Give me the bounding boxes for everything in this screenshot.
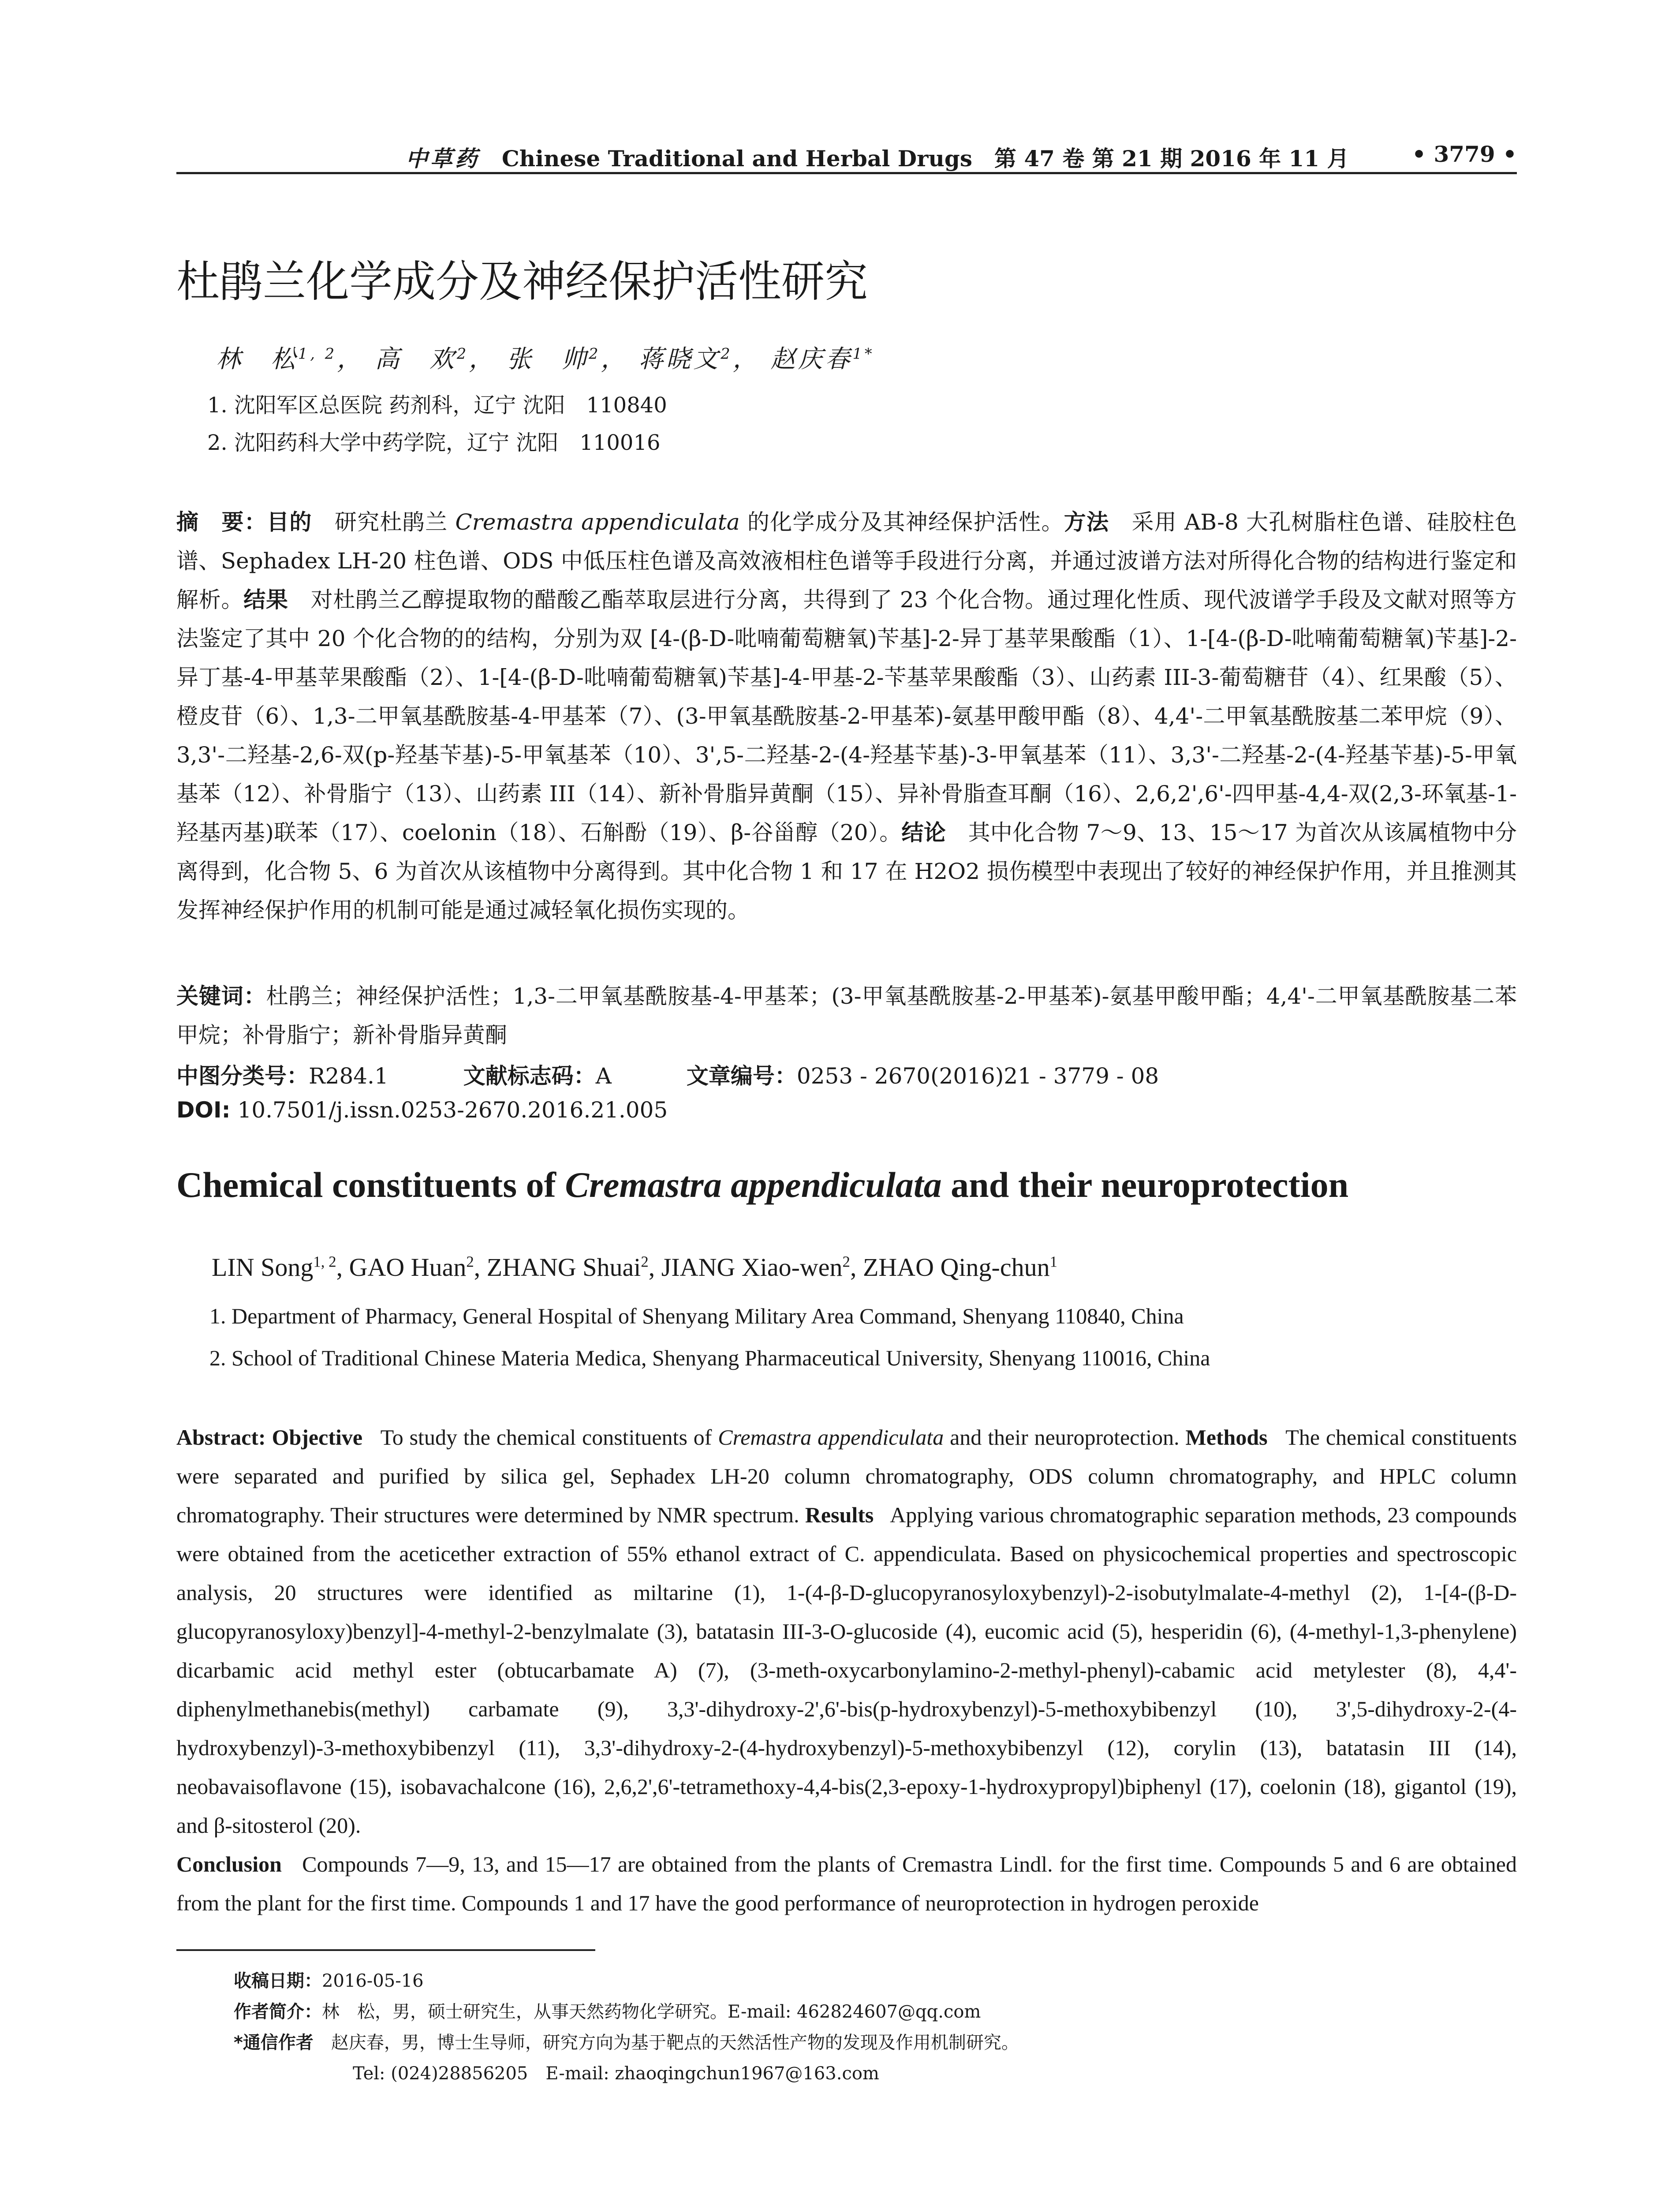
running-header <box>176 132 1517 174</box>
results-cn-text: 对杜鹃兰乙醇提取物的醋酸乙酯萃取层进行分离，共得到了 23 个化合物。通过理化性质、现代波谱学手段及文献对照等方法鉴定了其中 20 个化合物的的结构，分别为双 [4-(β-D-吡喃葡萄糖氧)苄基]-2-异丁基苹果酸酯（1）、1-[4-(β-D-吡喃葡萄糖氧)苄基]-2-异丁基-4-甲基苹果酸酯（2）、1-[4-(β-D-吡喃葡萄糖氧)苄基]-4-甲基-2-苄基苹果酸酯（3）、山药素 III-3-葡萄糖苷（4）、红果酸（5）、橙皮苷（6）、1,3-二甲氧基酰胺基-4-甲基苯（7）、(3-甲氧基酰胺基-2-甲基苯)-氨基甲酸甲酯（8）、4,4'-二甲氧基酰胺基二苯甲烷（9）、3,3'-二羟基-2,6-双(p-羟基苄基)-5-甲氧基苯（10）、3',5-二羟基-2-(4-羟基苄基)-3-甲氧基苯（11）、3,3'-二羟基-2-(4-羟基苄基)-5-甲氧基苯（12）、补骨脂宁（13）、山药素 III（14）、新补骨脂异黄酮（15）、异补骨脂查耳酮（16）、2,6,2',6'-四甲基-4,4-双(2,3-环氧基-1-羟基丙基)联苯（17）、coelonin（18）、石斛酚（19）、β-谷甾醇（20）。 <box>176 587 1517 845</box>
author-cn: 高 欢 <box>374 345 457 374</box>
objective-cn-text-b: 的化学成分及其神经保护活性。 <box>739 509 1064 535</box>
objective-en-text-b: and their neuroprotection. <box>944 1425 1180 1450</box>
doccode-label: 文献标志码： <box>463 1063 596 1089</box>
author-en-sup: 1, 2 <box>313 1253 336 1271</box>
keywords-cn-text: 杜鹃兰；神经保护活性；1,3-二甲氧基酰胺基-4-甲基苯；(3-甲氧基酰胺基-2-甲基苯)-氨基甲酸甲酯；4,4'-二甲氧基酰胺基二苯甲烷；补骨脂宁；新补骨脂异黄酮 <box>176 983 1517 1048</box>
footnote-author <box>234 1998 981 2023</box>
doccode-value: A <box>595 1063 612 1089</box>
abstract-cn-label: 摘 要： <box>176 509 267 535</box>
author-bio-value: 林 松，男，硕士研究生，从事天然药物化学研究。E-mail: 462824607@qq.com <box>322 2002 981 2022</box>
received-value: 2016-05-16 <box>322 1971 424 1991</box>
author-en: JIANG Xiao-wen <box>661 1253 843 1282</box>
affiliation-en-1: 1. Department of Pharmacy, General Hospital of Shenyang Military Area Command, Shenyang 110840, China <box>209 1304 1184 1328</box>
author-cn-sup: 1, 2 <box>298 345 337 363</box>
objective-en-text-a: To study the chemical constituents of <box>380 1425 718 1450</box>
footnote-received <box>234 1967 424 1992</box>
abstract-en-label: Abstract: <box>176 1425 266 1450</box>
keywords-cn <box>176 977 1517 1054</box>
article-number-value: 0253 - 2670(2016)21 - 3779 - 08 <box>796 1063 1159 1089</box>
results-cn-label: 结果 <box>243 587 288 613</box>
objective-cn-species: Cremastra appendiculata <box>455 509 740 535</box>
affiliation-en-2: 2. School of Traditional Chinese Materia Medica, Shenyang Pharmaceutical University, Shenyang 110016, China <box>209 1345 1210 1370</box>
doi-label: DOI: <box>176 1097 231 1123</box>
author-en: ZHAO Qing-chun <box>862 1253 1050 1282</box>
footnote-corresponding <box>234 2029 1019 2054</box>
author-cn-sup: 2 <box>456 345 469 363</box>
title-en <box>176 1164 1348 1206</box>
conclusion-cn-label: 结论 <box>901 820 946 845</box>
affiliation-cn-1: 1. 沈阳军区总医院 药剂科，辽宁 沈阳 110840 <box>207 393 667 418</box>
classification-line <box>176 1058 1159 1090</box>
title-cn: 杜鹃兰化学成分及神经保护活性研究 <box>176 257 868 307</box>
page-number: • 3779 • <box>1412 141 1517 167</box>
conclusion-en-label: Conclusion <box>176 1852 282 1876</box>
objective-cn-text-a: 研究杜鹃兰 <box>334 509 455 535</box>
author-en-sup: 2 <box>842 1253 850 1271</box>
author-cn: 林 松 <box>216 345 298 374</box>
title-en-a: Chemical constituents of <box>176 1165 565 1205</box>
author-cn: 张 帅 <box>507 345 589 374</box>
author-en: LIN Song <box>212 1253 314 1282</box>
author-cn: 赵庆春 <box>770 345 853 374</box>
author-cn-sup: 2 <box>721 345 733 363</box>
objective-en-species: Cremastra appendiculata <box>718 1425 944 1450</box>
author-bio-label: 作者简介： <box>234 2002 322 2022</box>
author-en-sup: 2 <box>466 1253 474 1271</box>
corresponding-value: 赵庆春，男，博士生导师，研究方向为基于靶点的天然活性产物的发现及作用机制研究。 <box>331 2033 1019 2053</box>
clc-label: 中图分类号： <box>176 1063 309 1089</box>
author-en-sup: 2 <box>641 1253 649 1271</box>
author-en: ZHANG Shuai <box>486 1253 641 1282</box>
results-en-text: Applying various chromatographic separation methods, 23 compounds were obtained from the aceticether extraction of 55% ethanol extract of C. appendiculata. Based on physicochemical properties and spectroscopic analysis, 20 structures were identified as miltarine (1), 1-(4-β-D-glucopyranosyloxybenzyl)-2-isobutylmalate-4-methyl (2), 1-[4-(β-D-glucopyranosyloxy)benzyl]-4-methyl-2-benzylmalate (3), batatasin III-3-O-glucoside (4), eucomic acid (5), hesperidin (6), (4-methyl-1,3-phenylene) dicarbamic acid methyl ester (obtucarbamate A) (7), (3-meth-oxycarbonylamino-2-methyl-phenyl)-cabamic acid metylester (8), 4,4'-diphenylmethanebis(methyl) carbamate (9), 3,3'-dihydroxy-2',6'-bis(p-hydroxybenzyl)-5-methoxybibenzyl (10), 3',5-dihydroxy-2-(4-hydroxybenzyl)-3-methoxybibenzyl (11), 3,3'-dihydroxy-2-(4-hydroxybenzyl)-5-methoxybibenzyl (12), corylin (13), batatasin III (14), neobavaisoflavone (15), isobavachalcone (16), 2,6,2',6'-tetramethoxy-4,4-bis(2,3-epoxy-1-hydroxypropyl)biphenyl (17), coelonin (18), gigantol (19), and β-sitosterol (20). <box>176 1502 1517 1838</box>
footnote-contact: Tel: (024)28856205 E-mail: zhaoqingchun1967@163.com <box>353 2063 879 2084</box>
received-label: 收稿日期： <box>234 1971 322 1991</box>
clc-value: R284.1 <box>309 1063 388 1089</box>
objective-en-label: Objective <box>272 1425 363 1450</box>
title-en-b: and their neuroprotection <box>941 1165 1349 1205</box>
doi-value: 10.7501/j.issn.0253-2670.2016.21.005 <box>237 1097 668 1123</box>
article-number-label: 文章编号： <box>686 1063 797 1089</box>
author-en: GAO Huan <box>349 1253 467 1282</box>
keywords-cn-label: 关键词： <box>176 983 266 1009</box>
methods-en-label: Methods <box>1185 1425 1268 1450</box>
footnote-divider <box>176 1949 595 1951</box>
doi-line <box>176 1097 668 1123</box>
authors-cn: 林 松$^{1, 2}$， 高 欢$^2$， 张 帅$^2$， 蒋晓文$^2$， 赵庆春$^{1*}$ <box>216 345 875 374</box>
author-cn-sup: 1* <box>852 345 875 363</box>
methods-en-text: The chemical constituents were separated and purified by silica gel, Sephadex LH-20 column chromatography, ODS column chromatography, and HPLC column chromatography. Their structures were determined by NMR spectrum. <box>176 1425 1517 1527</box>
author-cn-sup: 2 <box>589 345 601 363</box>
authors-en: LIN Song$^{1, 2}$, GAO Huan$^2$, ZHANG Shuai$^2$, JIANG Xiao-wen$^2$, ZHAO Qing-chun$^1$ <box>212 1253 1057 1282</box>
objective-cn-label: 目的 <box>267 509 312 535</box>
author-cn: 蒋晓文 <box>638 345 721 374</box>
affiliation-cn-2: 2. 沈阳药科大学中药学院，辽宁 沈阳 110016 <box>207 430 661 455</box>
journal-line <box>406 141 1349 173</box>
corresponding-label: *通信作者 <box>234 2033 314 2053</box>
author-en-sup: 1 <box>1049 1253 1057 1271</box>
conclusion-en-text: Compounds 7—9, 13, and 15—17 are obtained from the plants of Cremastra Lindl. for the first time. Compounds 5 and 6 are obtained from the plant for the first time. Compounds 1 and 17 have the good performance of neuroprotection in hydrogen peroxide <box>176 1852 1517 1915</box>
abstract-en <box>176 1418 1517 1922</box>
results-en-label: Results <box>805 1502 874 1527</box>
journal-info: Chinese Traditional and Herbal Drugs 第 47 卷 第 21 期 2016 年 11 月 <box>502 146 1349 172</box>
title-en-species: Cremastra appendiculata <box>565 1165 942 1205</box>
abstract-cn <box>176 503 1517 930</box>
methods-cn-text: 采用 AB-8 大孔树脂柱色谱、硅胶柱色谱、Sephadex LH-20 柱色谱、ODS 中低压柱色谱及高效液相柱色谱等手段进行分离，并通过波谱方法对所得化合物的结构进行鉴定和解析。 <box>176 509 1517 613</box>
methods-cn-label: 方法 <box>1064 509 1109 535</box>
conclusion-cn-text: 其中化合物 7～9、13、15～17 为首次从该属植物中分离得到，化合物 5、6 为首次从该植物中分离得到。其中化合物 1 和 17 在 H2O2 损伤模型中表现出了较好的神经保护作用，并且推测其发挥神经保护作用的机制可能是通过减轻氧化损伤实现的。 <box>176 820 1517 923</box>
journal-logo: 中草药 <box>406 146 480 172</box>
